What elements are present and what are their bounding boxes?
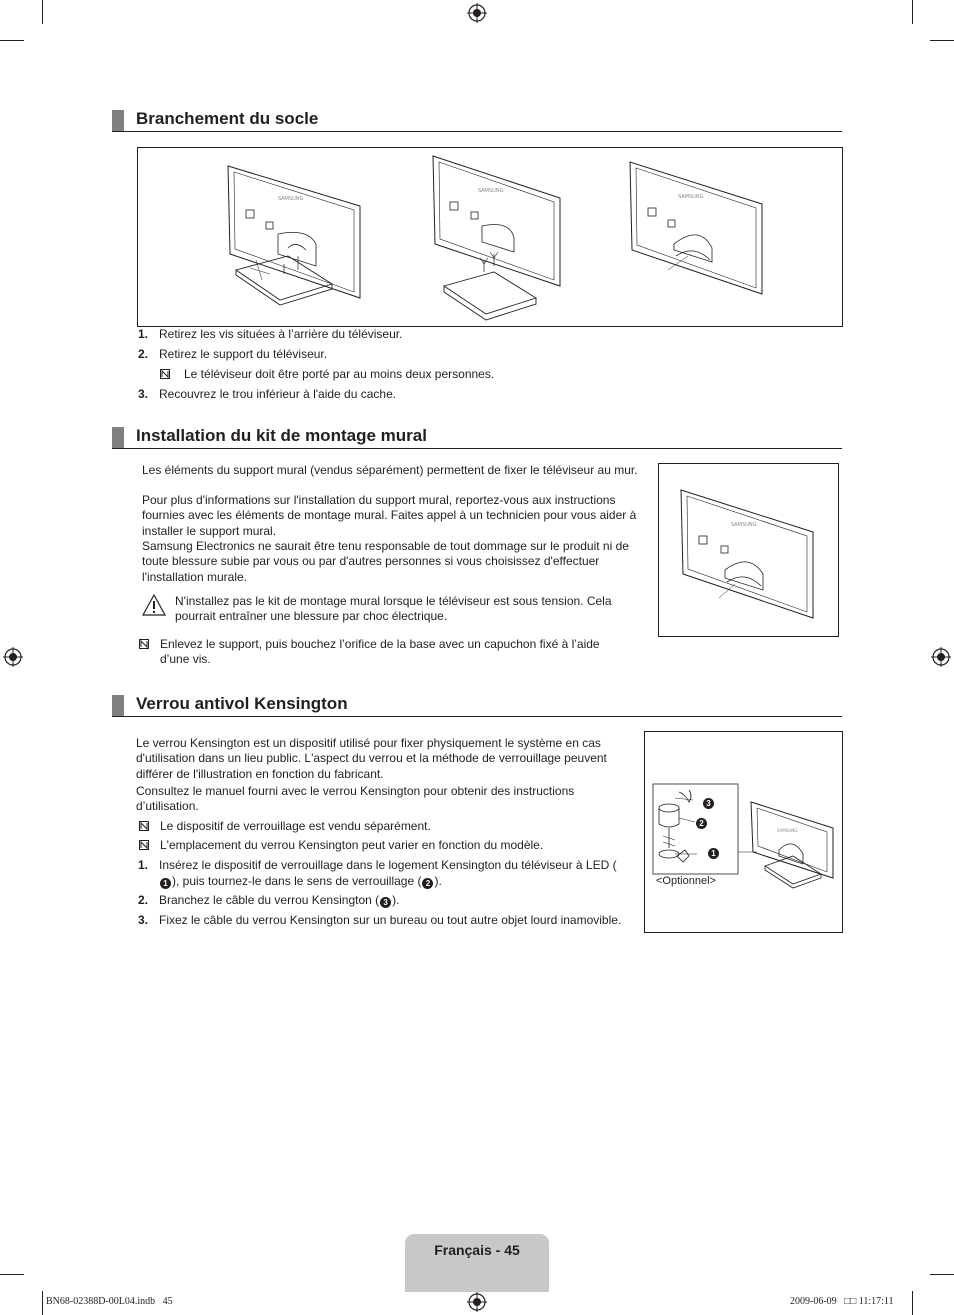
wall-warning: N'installez pas le kit de montage mural lorsque le téléviseur est sous tension. Cela pourrait entraîner une blessure par choc électrique.	[175, 594, 612, 624]
note-icon	[139, 639, 149, 649]
registration-mark-icon	[3, 647, 23, 667]
section-heading-stand	[112, 109, 842, 132]
tv-brand: SAMSUNG	[731, 522, 757, 528]
registration-mark-icon	[931, 647, 951, 667]
heading-bar	[112, 110, 124, 131]
wall-paragraph: Samsung Electronics ne saurait être tenu responsable de tout dommage sur le produit ni de toute blessure subie par vous ou par d'autres personnes si vous choisissez d'effectuer l'installation murale.	[142, 539, 629, 584]
kensington-paragraph: Consultez le manuel fourni avec le verrou Kensington pour obtenir des instructions d’utilisation.	[136, 784, 575, 814]
tv-brand: SAMSUNG	[777, 828, 798, 833]
heading-bar	[112, 695, 124, 716]
section-title: Installation du kit de montage mural	[136, 426, 427, 445]
section-heading-wall	[112, 426, 842, 449]
section-title: Branchement du socle	[136, 109, 319, 128]
tv-brand: SAMSUNG	[278, 196, 304, 202]
callout-number-icon: 3	[703, 798, 714, 809]
heading-bar	[112, 427, 124, 448]
note-icon	[139, 840, 149, 850]
callout-number-icon: 2	[696, 818, 707, 829]
crop-mark	[42, 0, 43, 24]
callout-number-icon: 1	[160, 878, 171, 889]
print-file-name: BN68-02388D-00L04.indb 45	[46, 1296, 173, 1307]
callout-number-icon: 2	[422, 878, 433, 889]
crop-mark	[912, 0, 913, 24]
note-icon	[160, 369, 170, 379]
page-number-tab	[405, 1234, 549, 1292]
wall-figure-box	[658, 463, 839, 637]
kensington-figure-box	[644, 731, 843, 933]
crop-mark	[0, 1274, 24, 1275]
tv-brand: SAMSUNG	[678, 194, 704, 200]
kensington-step: 1. Insérez le dispositif de verrouillage dans le logement Kensington du téléviseur à LED (1 ), puis tournez-le dans le sens de verrouillage ( 2 ).	[138, 858, 617, 888]
registration-mark-icon	[467, 3, 487, 23]
section-title: Verrou antivol Kensington	[136, 694, 348, 713]
wall-paragraph: Les éléments du support mural (vendus séparément) permettent de fixer le téléviseur au mur.	[142, 463, 638, 477]
crop-mark	[42, 1291, 43, 1315]
note-icon	[139, 821, 149, 831]
page-label: Français - 45	[434, 1242, 520, 1258]
crop-mark	[0, 40, 24, 41]
wall-paragraph: Pour plus d'informations sur l'installation du support mural, reportez-vous aux instructions fournies avec les éléments de montage mural. Faites appel à un technicien pour vous aider à installer le support mural.	[142, 493, 637, 538]
registration-mark-icon	[467, 1292, 487, 1312]
wall-note: Enlevez le support, puis bouchez l’orifice de la base avec un capuchon fixé à l’aide d’une vis.	[160, 637, 600, 667]
stand-figure-box	[137, 147, 843, 327]
kensington-note: L'emplacement du verrou Kensington peut varier en fonction du modèle.	[160, 838, 544, 852]
crop-mark	[912, 1291, 913, 1315]
figure-caption: <Optionnel>	[656, 875, 716, 887]
print-timestamp: 2009-06-09 □□ 11:17:11	[790, 1296, 894, 1307]
warning-icon	[142, 594, 166, 616]
kensington-paragraph: Le verrou Kensington est un dispositif utilisé pour fixer physiquement le système en cas d'utilisation dans un lieu public. L'aspect du verrou et la méthode de verrouillage peuvent différer de l'illustration en fonction du fabricant.	[136, 736, 607, 781]
crop-mark	[930, 40, 954, 41]
crop-mark	[930, 1274, 954, 1275]
callout-number-icon: 1	[708, 848, 719, 859]
kensington-note: Le dispositif de verrouillage est vendu séparément.	[160, 819, 431, 833]
section-heading-kensington	[112, 694, 842, 717]
callout-number-icon: 3	[380, 897, 391, 908]
stand-note: Le téléviseur doit être porté par au moins deux personnes.	[184, 367, 495, 381]
tv-brand: SAMSUNG	[478, 188, 504, 194]
